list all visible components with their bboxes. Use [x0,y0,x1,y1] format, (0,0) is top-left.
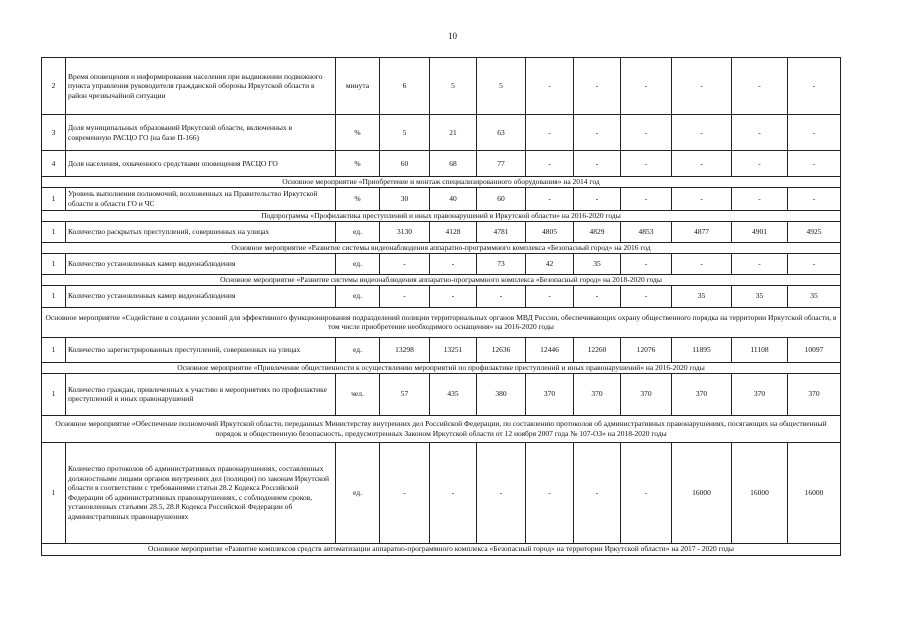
value-cell: - [574,285,621,307]
value-cell: - [621,253,672,274]
row-number: 2 [42,58,66,115]
value-cell: 35 [732,285,788,307]
section-title: Основное мероприятие «Привлечение общественности к осуществлению мероприятий по профилактике преступлений и иных правонарушений» на 2016-2020 годы [42,362,841,373]
value-cell: - [788,58,841,115]
value-cell: - [672,253,732,274]
value-cell: 21 [430,115,477,151]
unit-cell: % [336,115,380,151]
section-row [42,307,841,337]
unit-cell: чел. [336,373,380,415]
value-cell: - [380,253,430,274]
value-cell: - [430,442,477,543]
indicators-table [41,57,841,556]
section-title: Подпрограмма «Профилактика преступлений и иных правонарушений в Иркутской области» на 2016-2020 годы [42,210,841,221]
value-cell: - [526,58,574,115]
value-cell: 10097 [788,337,841,362]
value-cell: - [732,115,788,151]
value-cell: 40 [430,187,477,210]
indicator-name: Количество протоколов об административных правонарушениях, составленных должностными лицами органов внутренних дел (полиции) по законам Иркутской области в соответствии с требованиями статьи 28.2 Кодекса Российской Федерации об административных правонарушениях, с соблюдением сроков, установленных статьями 28.5, 28.8 Кодекса Российской Федерации об административных правонарушениях [66,442,336,543]
value-cell: - [788,187,841,210]
indicator-name: Доля населения, охваченного средствами оповещения РАСЦО ГО [66,151,336,177]
value-cell: - [621,115,672,151]
unit-cell: ед. [336,337,380,362]
value-cell: 370 [574,373,621,415]
value-cell: 4829 [574,221,621,242]
value-cell: 12260 [574,337,621,362]
value-cell: 3130 [380,221,430,242]
unit-cell: ед. [336,442,380,543]
section-row [42,210,841,221]
value-cell: 12636 [477,337,526,362]
row-number: 1 [42,187,66,210]
value-cell: 63 [477,115,526,151]
value-cell: - [672,115,732,151]
value-cell: - [621,58,672,115]
section-title: Основное мероприятие «Развитие системы видеонаблюдения аппаратно-программного комплекса «Безопасный город» на 2016 год [42,242,841,253]
value-cell: 5 [380,115,430,151]
value-cell: 435 [430,373,477,415]
value-cell: 42 [526,253,574,274]
value-cell: 5 [477,58,526,115]
indicator-name: Количество установленных камер видеонаблюдения [66,253,336,274]
row-number: 4 [42,151,66,177]
value-cell: - [574,187,621,210]
section-row [42,242,841,253]
value-cell: - [526,442,574,543]
indicator-name: Количество раскрытых преступлений, совершенных на улицах [66,221,336,242]
value-cell: - [732,187,788,210]
value-cell: 16000 [788,442,841,543]
value-cell: - [526,151,574,177]
value-cell: 73 [477,253,526,274]
value-cell: 4877 [672,221,732,242]
value-cell: 5 [430,58,477,115]
indicator-name: Количество установленных камер видеонаблюдения [66,285,336,307]
unit-cell: ед. [336,253,380,274]
value-cell: - [672,151,732,177]
indicator-row [42,337,841,362]
value-cell: 60 [380,151,430,177]
row-number: 1 [42,285,66,307]
indicator-row [42,253,841,274]
value-cell: 4781 [477,221,526,242]
value-cell: - [477,442,526,543]
unit-cell: % [336,151,380,177]
section-title: Основное мероприятие «Приобретение и монтаж специализированного оборудования» на 2014 год [42,177,841,188]
row-number: 1 [42,337,66,362]
value-cell: - [526,187,574,210]
indicator-row [42,187,841,210]
indicator-row [42,373,841,415]
value-cell: - [574,151,621,177]
value-cell: 380 [477,373,526,415]
value-cell: 35 [672,285,732,307]
value-cell: - [574,58,621,115]
section-row [42,543,841,555]
value-cell: - [788,253,841,274]
section-title: Основное мероприятие «Развитие системы видеонаблюдения аппаратно-программного комплекса «Безопасный город» на 2018-2020 годы [42,274,841,285]
value-cell: - [732,58,788,115]
section-title: Основное мероприятие «Содействие в создании условий для эффективного функционирования подразделений полиции территориальных органов МВД России, обеспечивающих охрану общественного порядка на территории Иркутской области, в том числе приобретение необходимого оснащения» на 2016-2020 годы [42,307,841,337]
value-cell: 16000 [732,442,788,543]
indicator-name: Количество граждан, привлеченных к участию в мероприятиях по профилактике преступлений и иных правонарушений [66,373,336,415]
indicator-name: Уровень выполнения полномочий, возложенных на Правительство Иркутской области в области ГО и ЧС [66,187,336,210]
value-cell: - [788,151,841,177]
value-cell: 11108 [732,337,788,362]
value-cell: 13298 [380,337,430,362]
value-cell: 77 [477,151,526,177]
value-cell: - [732,253,788,274]
section-row [42,362,841,373]
value-cell: 11895 [672,337,732,362]
value-cell: - [430,253,477,274]
section-title: Основное мероприятие «Обеспечение полномочий Иркутской области, переданных Министерству внутренних дел Российской Федерации, по составлению протоколов об административных правонарушениях, посягающих на общественный порядок и общественную безопасность, предусмотренных Законом Иркутской области от 12 ноября 2007 года № 107-ОЗ» на 2018-2020 годы [42,415,841,442]
section-row [42,274,841,285]
page-number: 10 [448,31,457,41]
indicator-row [42,115,841,151]
indicator-row [42,285,841,307]
indicator-row [42,58,841,115]
value-cell: 370 [732,373,788,415]
value-cell: 16000 [672,442,732,543]
value-cell: - [672,58,732,115]
value-cell: - [477,285,526,307]
value-cell: 4805 [526,221,574,242]
row-number: 1 [42,253,66,274]
unit-cell: % [336,187,380,210]
value-cell: 4128 [430,221,477,242]
value-cell: 370 [526,373,574,415]
unit-cell: минута [336,58,380,115]
value-cell: - [732,151,788,177]
value-cell: - [621,285,672,307]
section-row [42,415,841,442]
value-cell: - [526,285,574,307]
indicator-name: Количество зарегистрированных преступлений, совершенных на улицах [66,337,336,362]
value-cell: 57 [380,373,430,415]
section-title: Основное мероприятие «Развитие комплексов средств автоматизации аппаратно-программного комплекса «Безопасный город» на территории Иркутской области» на 2017 - 2020 годы [42,543,841,555]
value-cell: 35 [788,285,841,307]
value-cell: - [621,151,672,177]
row-number: 1 [42,442,66,543]
row-number: 1 [42,373,66,415]
value-cell: 35 [574,253,621,274]
value-cell: 4925 [788,221,841,242]
value-cell: 6 [380,58,430,115]
row-number: 3 [42,115,66,151]
row-number: 1 [42,221,66,242]
value-cell: 30 [380,187,430,210]
value-cell: 370 [672,373,732,415]
value-cell: - [788,115,841,151]
value-cell: - [380,442,430,543]
value-cell: - [621,187,672,210]
value-cell: 4853 [621,221,672,242]
unit-cell: ед. [336,285,380,307]
value-cell: - [574,442,621,543]
indicator-row [42,221,841,242]
value-cell: 68 [430,151,477,177]
value-cell: - [526,115,574,151]
indicator-name: Доля муниципальных образований Иркутской области, включенных в современную РАСЦО ГО (на базе П-166) [66,115,336,151]
value-cell: 12446 [526,337,574,362]
value-cell: 4901 [732,221,788,242]
value-cell: - [380,285,430,307]
value-cell: 13251 [430,337,477,362]
indicator-name: Время оповещения и информирования населения при выдвижении подвижного пункта управления руководителя гражданской обороны Иркутской области в район чрезвычайной ситуации [66,58,336,115]
value-cell: - [574,115,621,151]
value-cell: 370 [788,373,841,415]
value-cell: - [672,187,732,210]
section-row [42,177,841,188]
value-cell: - [621,442,672,543]
value-cell: 60 [477,187,526,210]
value-cell: 370 [621,373,672,415]
indicator-row [42,151,841,177]
value-cell: 12076 [621,337,672,362]
indicator-row [42,442,841,543]
value-cell: - [430,285,477,307]
unit-cell: ед. [336,221,380,242]
